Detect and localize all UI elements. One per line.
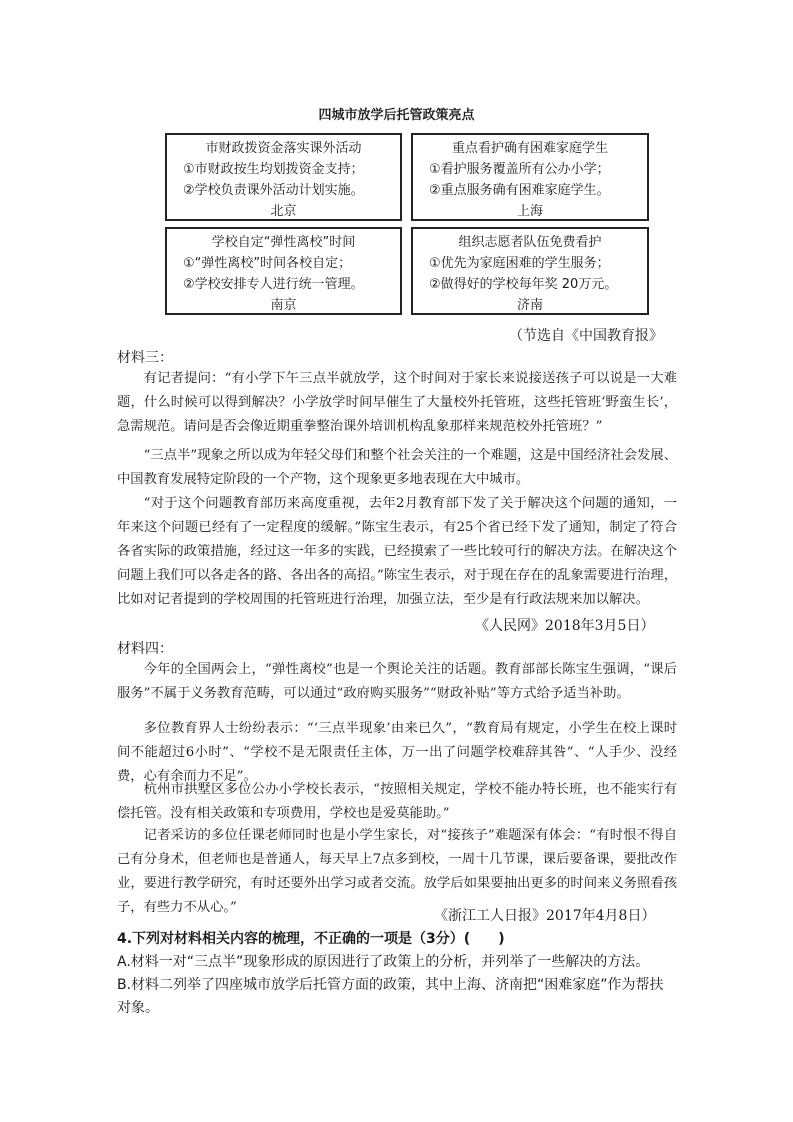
question-title: 4.下列对材料相关内容的梳理，不正确的一项是（3分）( ): [117, 931, 505, 947]
box-line: ①“弹性离校”时间各校自定；: [183, 256, 352, 271]
material-3-paragraph-3: “对于这个问题教育部历来高度重视，去年2月教育部下发了关于解决这个问题的通知，一年来这个问题已经有了一定程度的缓解。”陈宝生表示，有25个省已经下发了通知，制定了符合各省实际的政策措施，经过这一年多的实践，已经摸索了一些比较可行的解决方法。在解决这个问题上我们可以各走各的路、各出各的高招。”陈宝生表示，对于现在存在的乱象需要进行治理，比如对记者提到的学校周围的托管班进行治理，加强立法，至少是有行政法规来加以解决。: [117, 496, 677, 607]
box-line: ②学校负责课外活动计划实施。: [183, 183, 364, 198]
material-3-paragraph-2: “三点半”现象之所以成为年轻父母们和整个社会关注的一个难题，这是中国经济社会发展、中国教育发展特定阶段的一个产物，这个现象更多地表现在大中城市。: [117, 448, 677, 487]
box-city: 上海: [516, 204, 543, 219]
material-4-label: 材料四：: [117, 641, 173, 657]
box-heading: 组织志愿者队伍免费看护: [458, 235, 602, 250]
box-heading: 市财政拨资金落实课外活动: [205, 141, 362, 156]
box-city: 济南: [516, 298, 543, 313]
policy-box-jinan: [411, 227, 649, 315]
material-4-paragraph-3: 杭州市拱墅区多位公办小学校长表示，“按照相关规定，学校不能办特长班，也不能实行有偿托管。没有相关政策和专项费用，学校也是爱莫能助。”: [117, 782, 677, 821]
policy-box-nanjing: [165, 227, 402, 315]
option-a: A.材料一对“三点半”现象形成的原因进行了政策上的分析，并列举了一些解决的方法。: [117, 954, 650, 970]
material-4-paragraph-4: 记者采访的多位任课老师同时也是小学生家长，对“接孩子”难题深有体会：“有时恨不得自己有分身术，但老师也是普通人，每天早上7点多到校，一周十几节课，课后要备课，要批改作业，要进行教学研究，有时还要外出学习或者交流。放学后如果要抽出更多的时间来义务照看孩子，有些力不从心。”: [117, 828, 677, 915]
box-line: ①优先为家庭困难的学生服务；: [429, 256, 610, 271]
material-3-paragraph-1: 有记者提问：“有小学下午三点半就放学，这个时间对于家长来说接送孩子可以说是一大难题，什么时候可以得到解决？小学放学时间早催生了大量校外托管班，这些托管班‘野蛮生长’，急需规范。请问是否会像近期重拳整治课外培训机构乱象那样来规范校外托管班？”: [117, 371, 677, 434]
material-4-paragraph-1: 今年的全国两会上，“弹性离校”也是一个舆论关注的话题。教育部部长陈宝生强调，“课后服务”不属于义务教育范畴，可以通过“政府购买服务”“财政补贴”等方式给予适当补助。: [117, 662, 677, 701]
policy-box-beijing: [165, 133, 402, 221]
material-4-source: 《浙江工人日报》2017年4月8日）: [434, 908, 656, 924]
option-b: B.材料二列举了四座城市放学后托管方面的政策，其中上海、济南把“困难家庭”作为帮扶对象。: [117, 977, 664, 1016]
box-line: ①看护服务覆盖所有公办小学；: [429, 162, 610, 177]
box-line: ②学校安排专人进行统一管理。: [183, 277, 364, 292]
box-line: ①市财政按生均划拨资金支持；: [183, 162, 364, 177]
box-city: 南京: [270, 298, 297, 313]
table-title: 四城市放学后托管政策亮点: [318, 108, 475, 123]
material-3-source: 《人民网》2018年3月5日）: [475, 618, 655, 634]
material-4-paragraph-2: 多位教育界人士纷纷表示：“‘三点半现象’由来已久”，“教育局有规定，小学生在校上课时间不能超过6小时”、“学校不是无限责任主体，万一出了问题学校难辞其咎”、“人手少、没经费，心有余而力不足”。: [117, 721, 677, 784]
box-line: ②做得好的学校每年奖 20万元。: [429, 277, 618, 292]
material-3-label: 材料三：: [117, 350, 173, 366]
table-source: （节选自《中国教育报》: [509, 328, 663, 344]
box-city: 北京: [270, 204, 297, 219]
policy-box-shanghai: [411, 133, 649, 221]
question-4: [117, 928, 677, 1020]
box-heading: 学校自定“弹性离校”时间: [211, 235, 356, 250]
box-line: ②重点服务确有困难家庭学生。: [429, 183, 610, 198]
box-heading: 重点看护确有困难家庭学生: [451, 141, 608, 156]
